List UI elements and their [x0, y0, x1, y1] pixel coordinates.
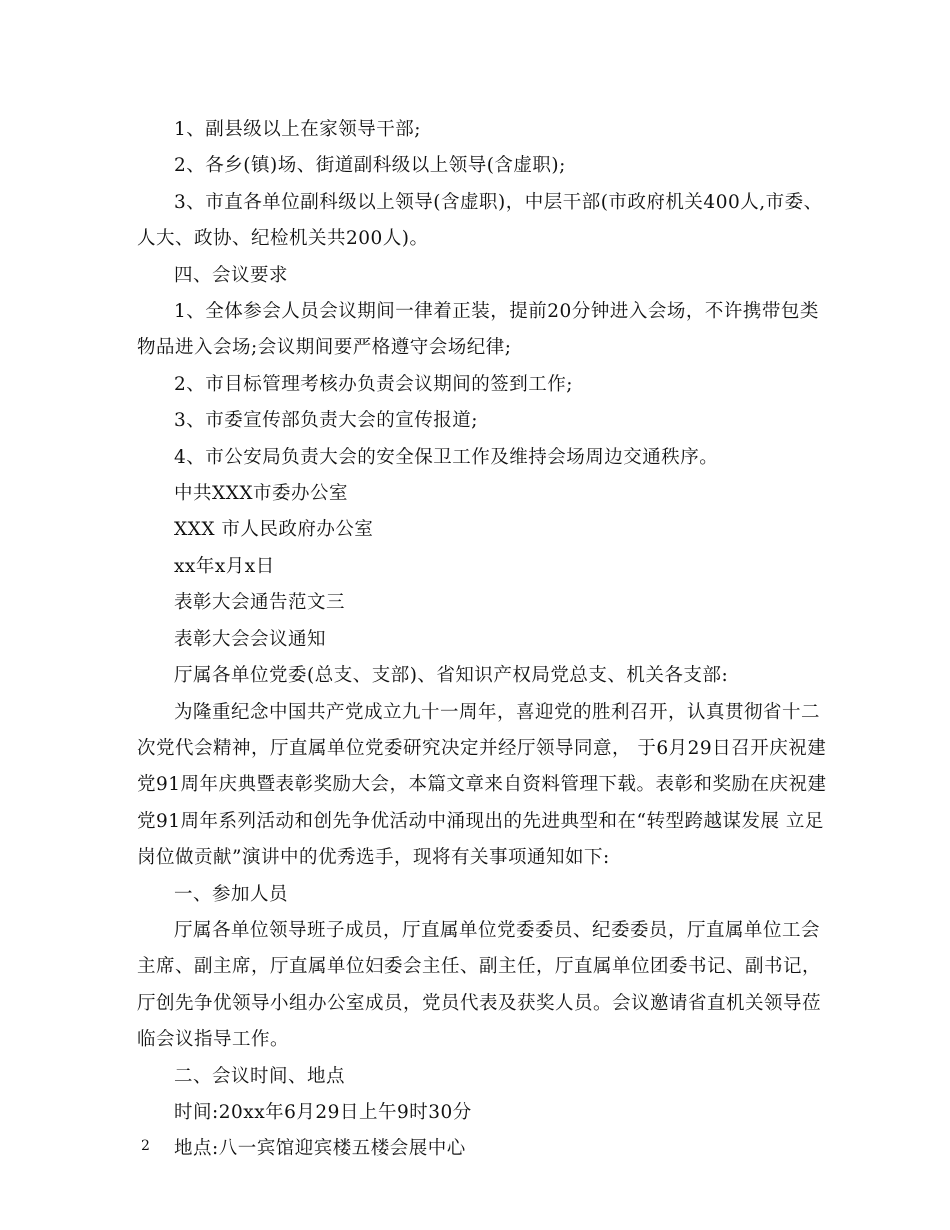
issuer-government-office: XXX 市人民政府办公室 [174, 519, 374, 541]
requirement-item-2: 2、市目标管理考核办负责会议期间的签到工作; [174, 373, 574, 395]
notice-title: 表彰大会会议通知 [174, 628, 327, 650]
list-item-attendee-county: 1、副县级以上在家领导干部; [174, 119, 422, 140]
notice-addressee: 厅属各单位党委(总支、支部)、省知识产权局党总支、机关各支部: [174, 665, 729, 687]
meeting-time: 时间:20xx年6月29日上午9时30分 [174, 1101, 472, 1123]
notice-intro-paragraph: 为隆重纪念中国共产党成立九十一周年，喜迎党的胜利召开，认真贯彻省十二次党代会精神，厅直属单位党委研究决定并经厅领导同意， 于6月29日召开庆祝建党91周年庆典暨表彰奖励大会，本篇文章来自资料管理下载。表彰和奖励在庆祝建党91周年系列活动和创先争优活动中涌现出的先进典型和在“转型跨越谋发展 立足岗位做贡献”演讲中的优秀选手，现将有关事项通知如下: [137, 701, 827, 869]
issuer-party-office: 中共XXX市委办公室 [174, 483, 349, 505]
sample-title: 表彰大会通告范文三 [174, 592, 346, 614]
participants-paragraph: 厅属各单位领导班子成员，厅直属单位党委委员、纪委委员，厅直属单位工会主席、副主席，厅直属单位妇委会主任、副主任，厅直属单位团委书记、副书记，厅创先争优领导小组办公室成员，党员代表及获奖人员。会议邀请省直机关领导莅临会议指导工作。 [137, 919, 822, 1051]
section-heading-participants: 一、参加人员 [174, 883, 289, 905]
meeting-location: 地点:八一宾馆迎宾楼五楼会展中心 [174, 1138, 466, 1160]
page-number: 2 [141, 1138, 150, 1154]
issue-date: xx年x月x日 [174, 555, 275, 577]
requirement-item-4: 4、市公安局负责大会的安全保卫工作及维持会场周边交通秩序。 [174, 446, 719, 468]
section-heading-requirements: 四、会议要求 [174, 264, 289, 286]
requirement-item-3: 3、市委宣传部负责大会的宣传报道; [174, 410, 479, 432]
document-body [137, 112, 827, 1168]
requirement-item-1: 1、全体参会人员会议期间一律着正装，提前20分钟进入会场，不许携带包类物品进入会场;会议期间要严格遵守会场纪律; [137, 301, 819, 359]
list-item-attendee-city-units: 3、市直各单位副科级以上领导(含虚职)，中层干部(市政府机关400人,市委、人大、政协、纪检机关共200人)。 [137, 191, 823, 250]
list-item-attendee-township: 2、各乡(镇)场、街道副科级以上领导(含虚职); [174, 155, 566, 177]
section-heading-time-place: 二、会议时间、地点 [174, 1065, 346, 1087]
